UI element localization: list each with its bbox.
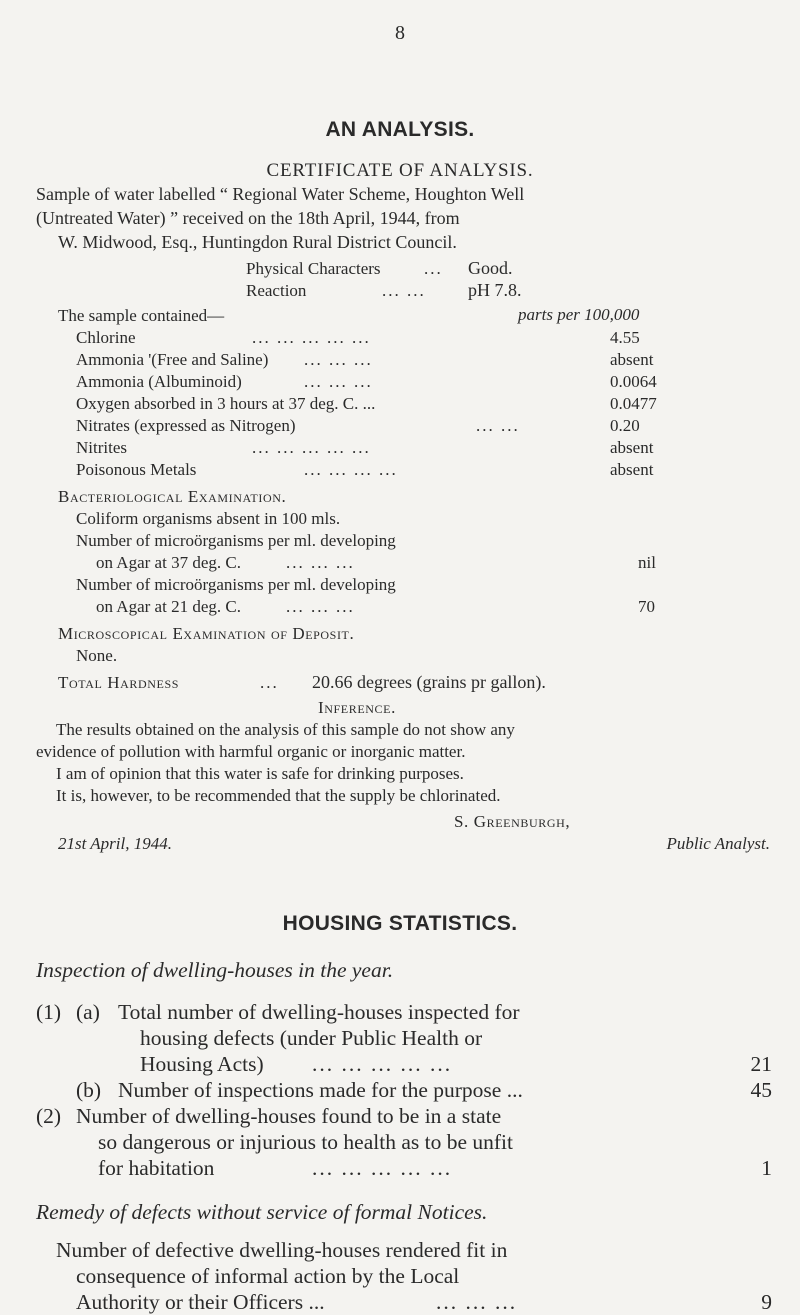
remedy-line-3: Authority or their Officers ... <box>76 1290 325 1314</box>
intro-line-2: (Untreated Water) ” received on the 18th April, 1944, from <box>36 208 460 228</box>
microscopical-heading: Microscopical Examination of Deposit. <box>58 624 355 643</box>
chemical-dots: ... ... ... ... ... <box>252 438 371 457</box>
microscopical-value: None. <box>76 646 118 665</box>
chemical-value: 0.0477 <box>610 394 657 413</box>
chemical-label: Poisonous Metals <box>76 460 197 479</box>
inference-line-4: It is, however, to be recommended that the supply be chlorinated. <box>56 786 501 805</box>
micro-37-line-2: on Agar at 37 deg. C. <box>96 553 241 572</box>
reaction-dots: ... ... <box>382 281 426 300</box>
physical-dots: ... <box>424 259 443 278</box>
reaction-value: pH 7.8. <box>468 280 522 300</box>
micro-37-dots: ... ... ... <box>286 553 355 572</box>
chemical-value: 0.20 <box>610 416 640 435</box>
item-1a-dots: ... ... ... ... ... <box>312 1052 453 1076</box>
micro-21-line-2: on Agar at 21 deg. C. <box>96 597 241 616</box>
item-2-number: (2) <box>36 1104 62 1128</box>
intro-line-1: Sample of water labelled “ Regional Water Scheme, Houghton Well <box>36 184 525 204</box>
item-2-line-2: so dangerous or injurious to health as to be unfit <box>98 1130 513 1154</box>
chemical-value: absent <box>610 350 654 369</box>
item-2-value: 1 <box>761 1156 772 1180</box>
chemical-label: Nitrites <box>76 438 127 457</box>
signatory-name: S. Greenburgh, <box>454 812 571 831</box>
item-1b-letter: (b) <box>76 1078 102 1102</box>
sample-label: The sample contained— <box>58 306 225 325</box>
hardness-label: Total Hardness <box>58 673 180 692</box>
reaction-label: Reaction <box>246 281 307 300</box>
item-2-line-1: Number of dwelling-houses found to be in a state <box>76 1104 502 1128</box>
inference-heading: Inference. <box>318 698 396 717</box>
chemical-dots: ... ... ... ... <box>304 460 398 479</box>
inference-line-2: evidence of pollution with harmful organic or inorganic matter. <box>36 742 466 761</box>
chemical-value: absent <box>610 438 654 457</box>
remedy-heading: Remedy of defects without service of formal Notices. <box>36 1200 488 1224</box>
bacteriological-heading: Bacteriological Examination. <box>58 487 287 506</box>
item-1-number: (1) <box>36 1000 62 1024</box>
micro-37-line-1: Number of microörganisms per ml. developing <box>76 531 396 550</box>
chemical-dots: ... ... ... <box>304 350 373 369</box>
chemical-label: Chlorine <box>76 328 136 347</box>
certificate-title: CERTIFICATE OF ANALYSIS. <box>266 160 534 181</box>
inspection-heading: Inspection of dwelling-houses in the year. <box>36 958 394 982</box>
item-1b-text: Number of inspections made for the purpose ... <box>118 1078 523 1102</box>
item-1a-line-2: housing defects (under Public Health or <box>140 1026 483 1050</box>
physical-label: Physical Characters <box>246 259 381 278</box>
inference-line-3: I am of opinion that this water is safe for drinking purposes. <box>56 764 464 783</box>
item-2-dots: ... ... ... ... ... <box>312 1156 453 1180</box>
signatory-title: Public Analyst. <box>666 834 770 853</box>
housing-heading: HOUSING STATISTICS. <box>282 912 518 935</box>
analysis-heading: AN ANALYSIS. <box>325 118 475 141</box>
remedy-line-1: Number of defective dwelling-houses rendered fit in <box>56 1238 508 1262</box>
inference-line-1: The results obtained on the analysis of this sample do not show any <box>56 720 515 739</box>
item-1a-line-3: Housing Acts) <box>140 1052 264 1076</box>
intro-line-3: W. Midwood, Esq., Huntingdon Rural District Council. <box>58 232 457 252</box>
chemical-value: absent <box>610 460 654 479</box>
chemical-dots: ... ... ... <box>304 372 373 391</box>
chemical-label: Oxygen absorbed in 3 hours at 37 deg. C. ... <box>76 394 376 413</box>
units-label: parts per 100,000 <box>518 305 640 324</box>
remedy-line-2: consequence of informal action by the Local <box>76 1264 460 1288</box>
item-1b-value: 45 <box>750 1078 772 1102</box>
hardness-dots: ... <box>260 673 279 692</box>
chemical-label: Nitrates (expressed as Nitrogen) <box>76 416 296 435</box>
physical-value: Good. <box>468 258 513 278</box>
coliform-line: Coliform organisms absent in 100 mls. <box>76 509 341 528</box>
chemical-dots: ... ... <box>476 416 520 435</box>
hardness-value: 20.66 degrees (grains pr gallon). <box>312 672 546 692</box>
item-1a-value: 21 <box>750 1052 772 1076</box>
item-1a-letter: (a) <box>76 1000 100 1024</box>
micro-21-value: 70 <box>638 597 655 616</box>
remedy-value: 9 <box>761 1290 772 1314</box>
chemical-label: Ammonia '(Free and Saline) <box>76 350 269 369</box>
chemical-value: 0.0064 <box>610 372 657 391</box>
remedy-dots: ... ... ... <box>436 1290 518 1314</box>
item-1a-line-1: Total number of dwelling-houses inspected for <box>118 1000 520 1024</box>
chemical-value: 4.55 <box>610 328 640 347</box>
item-2-line-3: for habitation <box>98 1156 215 1180</box>
date-line: 21st April, 1944. <box>58 834 172 853</box>
page-number: 8 <box>395 22 405 44</box>
micro-21-line-1: Number of microörganisms per ml. developing <box>76 575 396 594</box>
micro-21-dots: ... ... ... <box>286 597 355 616</box>
chemical-label: Ammonia (Albuminoid) <box>76 372 242 391</box>
chemical-dots: ... ... ... ... ... <box>252 328 371 347</box>
micro-37-value: nil <box>638 553 656 572</box>
